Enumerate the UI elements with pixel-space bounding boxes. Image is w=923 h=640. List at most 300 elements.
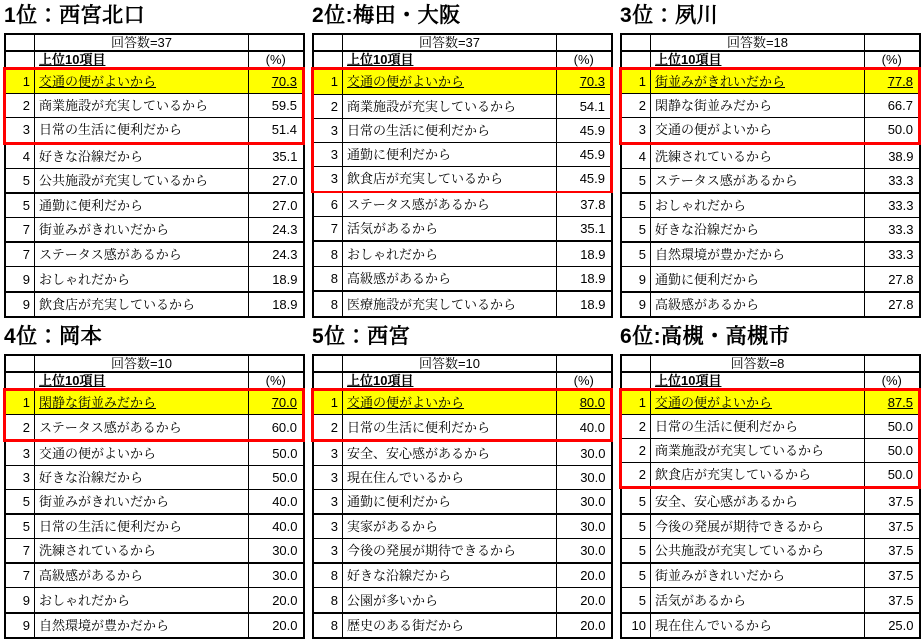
rank-cell-label: 9: [638, 296, 646, 312]
rank-cell: [5, 440, 35, 465]
header-row: [621, 372, 920, 390]
reason-cell-label: 通勤に便利だから: [655, 271, 760, 287]
reason-cell: [651, 292, 865, 317]
percentage-cell-label: 18.9: [272, 296, 298, 312]
reason-cell-label: 好きな沿線だから: [347, 568, 452, 584]
rank-cell-label: 2: [638, 98, 646, 114]
header-item-cell: [35, 372, 249, 390]
rank-cell: [5, 292, 35, 317]
ranking-row: [313, 94, 612, 118]
percentage-cell: [865, 613, 920, 638]
header-rank-cell: [313, 372, 343, 390]
rank-cell: [5, 193, 35, 218]
percentage-cell-label: 59.5: [271, 98, 297, 114]
ranking-row: [621, 143, 920, 168]
percentage-cell: [249, 489, 304, 514]
reason-cell-label: 安全、安心感があるから: [347, 445, 491, 461]
percentage-cell: [249, 218, 304, 243]
ranking-row: [313, 192, 612, 217]
reason-cell-label: ステータス感があるから: [655, 173, 798, 189]
rank-cell: [313, 291, 343, 317]
percentage-cell-label: 50.0: [887, 467, 913, 483]
rank-cell-label: 5: [638, 592, 646, 608]
reason-cell-label: 飲食店が充実しているから: [39, 296, 196, 312]
reason-cell: [651, 539, 865, 564]
ranking-row: [621, 242, 920, 267]
rank-cell: [5, 390, 35, 415]
respondents-pct-cell: [865, 355, 920, 372]
rank-cell: [313, 216, 343, 241]
percentage-cell: [557, 588, 612, 613]
percentage-cell: [865, 267, 920, 292]
reason-cell: [35, 390, 249, 415]
rank-cell-label: 5: [22, 198, 30, 214]
ranking-row: [621, 118, 920, 143]
ranking-row: [621, 488, 920, 514]
rank-cell-label: 5: [638, 543, 646, 559]
ranking-row: [621, 390, 920, 415]
rank-cell: [621, 69, 651, 94]
rank-cell-label: 8: [330, 271, 338, 287]
percentage-cell-label: 40.0: [272, 494, 298, 510]
respondents-row: [313, 355, 612, 372]
percentage-cell: [865, 168, 920, 193]
percentage-cell: [249, 390, 304, 415]
reason-cell: [651, 390, 865, 415]
rank-cell: [621, 415, 651, 439]
reason-cell: [651, 193, 865, 218]
rank-cell-label: 1: [638, 395, 646, 411]
panel-title: 6位:高槻・高槻市: [620, 325, 791, 348]
reason-cell: [35, 292, 249, 317]
ranking-row: [313, 390, 612, 415]
reason-cell: [35, 440, 249, 465]
rank-cell: [5, 588, 35, 613]
ranking-row: [313, 216, 612, 241]
percentage-cell-label: 27.0: [272, 173, 298, 189]
header-item-cell: [35, 51, 249, 69]
ranking-row: [5, 563, 304, 588]
rank-cell: [621, 488, 651, 514]
reason-cell-label: 高級感があるから: [655, 296, 760, 312]
ranking-row: [313, 613, 612, 638]
percentage-cell-label: 20.0: [580, 592, 606, 608]
header-row: [5, 372, 304, 390]
panel-title: 4位：岡本: [4, 325, 103, 348]
reason-cell: [651, 69, 865, 94]
reason-cell: [651, 415, 865, 439]
respondents-cell: [35, 355, 249, 372]
header-item-label: 上位10項目: [655, 373, 722, 388]
percentage-cell: [249, 466, 304, 490]
rank-cell-label: 2: [330, 419, 338, 435]
reason-cell-label: おしゃれだから: [655, 198, 747, 214]
rank-cell-label: 2: [638, 419, 646, 435]
rank-cell: [5, 267, 35, 292]
reason-cell: [35, 563, 249, 588]
header-rank-cell: [313, 51, 343, 69]
rank-cell: [5, 539, 35, 564]
ranking-row: [313, 241, 612, 266]
reason-cell-label: 商業施設が充実しているから: [39, 98, 209, 114]
header-pct-label: (%): [573, 52, 594, 67]
rank-cell-label: 1: [638, 74, 646, 90]
reason-cell: [35, 242, 249, 267]
rank-cell: [621, 292, 651, 317]
reason-cell: [343, 94, 557, 118]
percentage-cell: [865, 588, 920, 613]
reason-cell: [35, 613, 249, 638]
ranking-row: [313, 588, 612, 613]
rank-cell-label: 10: [631, 617, 646, 633]
header-pct-label: (%): [881, 373, 902, 388]
reason-cell: [35, 218, 249, 243]
rank-cell-label: 7: [22, 247, 30, 263]
ranking-table: [3, 33, 305, 318]
reason-cell: [343, 241, 557, 266]
rank-cell: [313, 489, 343, 514]
percentage-cell-label: 30.0: [580, 470, 606, 486]
reason-cell: [343, 192, 557, 217]
percentage-cell: [249, 267, 304, 292]
percentage-cell-label: 70.3: [579, 74, 605, 90]
percentage-cell-label: 50.0: [887, 443, 913, 459]
reason-cell-label: 日常の生活に便利だから: [39, 122, 183, 138]
reason-cell: [651, 463, 865, 488]
respondents-label: 回答数=10: [110, 356, 173, 371]
percentage-cell: [249, 613, 304, 638]
respondents-rank-cell: [5, 34, 35, 51]
reason-cell: [651, 563, 865, 588]
percentage-cell: [557, 192, 612, 217]
ranking-row: [621, 613, 920, 638]
percentage-cell-label: 54.1: [579, 98, 605, 114]
percentage-cell-label: 50.0: [887, 419, 913, 435]
rank-cell-label: 3: [22, 122, 30, 138]
reason-cell-label: 交通の便がよいから: [655, 395, 773, 411]
respondents-cell: [651, 34, 865, 51]
percentage-cell-label: 18.9: [272, 271, 298, 287]
respondents-cell: [343, 355, 557, 372]
percentage-cell: [249, 118, 304, 143]
rank-cell-label: 5: [638, 247, 646, 263]
reason-cell-label: ステータス感があるから: [39, 419, 182, 435]
reason-cell-label: 日常の生活に便利だから: [39, 519, 183, 535]
ranking-row: [621, 439, 920, 463]
respondents-pct-cell: [249, 34, 304, 51]
percentage-cell-label: 24.3: [272, 222, 298, 238]
respondents-cell: [343, 34, 557, 51]
respondents-pct-cell: [557, 355, 612, 372]
rank-cell: [5, 168, 35, 193]
ranking-row: [5, 193, 304, 218]
ranking-row: [621, 94, 920, 118]
rank-cell: [313, 539, 343, 564]
rank-cell: [5, 563, 35, 588]
reason-cell: [343, 167, 557, 192]
rank-cell: [313, 390, 343, 415]
header-item-cell: [651, 51, 865, 69]
rank-cell: [313, 167, 343, 192]
rank-cell-label: 3: [22, 445, 30, 461]
percentage-cell-label: 66.7: [887, 98, 913, 114]
percentage-cell: [249, 168, 304, 193]
rank-cell-label: 9: [22, 592, 30, 608]
reason-cell: [343, 514, 557, 539]
reason-cell-label: 活気があるから: [347, 221, 439, 237]
reason-cell-label: 街並みがきれいだから: [39, 494, 170, 510]
percentage-cell: [249, 440, 304, 465]
reason-cell-label: 日常の生活に便利だから: [347, 419, 491, 435]
ranking-row: [313, 415, 612, 440]
rank-cell: [621, 439, 651, 463]
percentage-cell: [865, 143, 920, 168]
reason-cell-label: 街並みがきれいだから: [39, 222, 170, 238]
rank-cell: [621, 242, 651, 267]
reason-cell-label: 交通の便がよいから: [347, 395, 465, 411]
rank-cell-label: 3: [330, 147, 338, 163]
rank-cell: [621, 193, 651, 218]
rank-cell-label: 5: [22, 494, 30, 510]
reason-cell-label: 医療施設が充実しているから: [347, 296, 517, 312]
percentage-cell-label: 30.0: [580, 445, 606, 461]
reason-cell: [651, 168, 865, 193]
ranking-row: [313, 514, 612, 539]
reason-cell: [343, 390, 557, 415]
reason-cell: [35, 489, 249, 514]
percentage-cell: [557, 167, 612, 192]
panel-title: 2位:梅田・大阪: [312, 4, 461, 27]
percentage-cell-label: 45.9: [579, 171, 605, 187]
ranking-table: [311, 33, 613, 318]
ranking-row: [5, 489, 304, 514]
ranking-row: [621, 588, 920, 613]
rank-cell: [313, 266, 343, 291]
percentage-cell-label: 20.0: [580, 568, 606, 584]
header-pct-cell: [865, 372, 920, 390]
rank-cell: [621, 463, 651, 488]
ranking-row: [621, 463, 920, 488]
percentage-cell-label: 25.0: [888, 617, 914, 633]
ranking-table: [619, 33, 921, 318]
header-pct-cell: [249, 372, 304, 390]
reason-cell-label: おしゃれだから: [347, 246, 439, 262]
respondents-row: [621, 34, 920, 51]
reason-cell-label: 通勤に便利だから: [39, 198, 144, 214]
reason-cell-label: 現在住んでいるから: [347, 470, 465, 486]
header-item-label: 上位10項目: [347, 52, 414, 67]
rank-cell: [313, 440, 343, 465]
percentage-cell: [865, 415, 920, 439]
reason-cell-label: 商業施設が充実しているから: [347, 98, 517, 114]
ranking-row: [313, 142, 612, 166]
header-rank-cell: [5, 372, 35, 390]
ranking-panel: [619, 2, 919, 320]
reason-cell-label: 閑静な街並みだから: [39, 395, 157, 411]
header-pct-label: (%): [265, 373, 286, 388]
reason-cell: [343, 489, 557, 514]
rank-cell-label: 4: [22, 148, 30, 164]
rank-cell: [313, 415, 343, 440]
header-pct-cell: [865, 51, 920, 69]
respondents-label: 回答数=18: [726, 35, 789, 50]
percentage-cell: [557, 266, 612, 291]
rank-cell-label: 3: [330, 470, 338, 486]
rank-cell: [313, 118, 343, 142]
percentage-cell: [865, 563, 920, 588]
percentage-cell-label: 30.0: [580, 543, 606, 559]
respondents-rank-cell: [621, 355, 651, 372]
reason-cell: [35, 539, 249, 564]
respondents-rank-cell: [621, 34, 651, 51]
percentage-cell-label: 50.0: [272, 470, 298, 486]
reason-cell-label: 活気があるから: [655, 592, 747, 608]
percentage-cell-label: 30.0: [580, 519, 606, 535]
reason-cell-label: 好きな沿線だから: [655, 222, 760, 238]
percentage-cell: [865, 193, 920, 218]
rank-cell: [5, 514, 35, 539]
reason-cell-label: 交通の便がよいから: [347, 74, 465, 90]
reason-cell: [35, 69, 249, 94]
percentage-cell-label: 37.5: [888, 592, 914, 608]
percentage-cell: [249, 143, 304, 168]
reason-cell-label: 好きな沿線だから: [39, 148, 144, 164]
rank-cell-label: 7: [22, 222, 30, 238]
ranking-row: [5, 292, 304, 317]
percentage-cell: [249, 563, 304, 588]
rank-cell-label: 7: [22, 543, 30, 559]
percentage-cell-label: 60.0: [271, 419, 297, 435]
ranking-row: [5, 94, 304, 118]
percentage-cell-label: 18.9: [580, 271, 606, 287]
respondents-label: 回答数=37: [110, 35, 173, 50]
header-rank-cell: [621, 372, 651, 390]
ranking-row: [621, 563, 920, 588]
percentage-cell-label: 40.0: [272, 519, 298, 535]
rank-cell-label: 9: [22, 271, 30, 287]
ranking-row: [5, 267, 304, 292]
rank-cell-label: 5: [638, 568, 646, 584]
respondents-row: [5, 34, 304, 51]
ranking-panel: [311, 2, 611, 320]
ranking-row: [5, 118, 304, 143]
percentage-cell: [557, 118, 612, 142]
rows-body: [5, 69, 304, 318]
percentage-cell-label: 50.0: [887, 122, 913, 138]
header-item-label: 上位10項目: [39, 52, 106, 67]
reason-cell-label: 現在住んでいるから: [655, 617, 773, 633]
ranking-row: [5, 218, 304, 243]
percentage-cell: [557, 241, 612, 266]
panel-title: 3位：夙川: [620, 4, 719, 27]
reason-cell: [343, 539, 557, 564]
reason-cell-label: 好きな沿線だから: [39, 470, 144, 486]
reason-cell: [343, 142, 557, 166]
reason-cell-label: 飲食店が充実しているから: [347, 171, 504, 187]
rank-cell-label: 1: [22, 74, 30, 90]
percentage-cell: [865, 242, 920, 267]
rank-cell: [5, 489, 35, 514]
rank-cell: [621, 118, 651, 143]
ranking-row: [621, 193, 920, 218]
rank-cell: [621, 168, 651, 193]
reason-cell: [35, 588, 249, 613]
ranking-row: [621, 69, 920, 94]
rank-cell-label: 3: [330, 494, 338, 510]
reason-cell-label: ステータス感があるから: [347, 196, 490, 212]
respondents-rank-cell: [5, 355, 35, 372]
header-item-label: 上位10項目: [347, 373, 414, 388]
reason-cell-label: 商業施設が充実しているから: [655, 443, 825, 459]
ranking-row: [313, 466, 612, 490]
header-item-cell: [651, 372, 865, 390]
rank-cell-label: 9: [22, 617, 30, 633]
percentage-cell: [557, 489, 612, 514]
percentage-cell: [557, 291, 612, 317]
rank-cell: [621, 218, 651, 243]
reason-cell-label: 洗練されているから: [655, 148, 773, 164]
rank-cell: [5, 613, 35, 638]
reason-cell: [35, 168, 249, 193]
header-item-cell: [343, 51, 557, 69]
percentage-cell: [249, 539, 304, 564]
reason-cell: [343, 466, 557, 490]
rank-cell-label: 8: [330, 246, 338, 262]
rank-cell-label: 2: [330, 98, 338, 114]
percentage-cell: [865, 539, 920, 564]
rank-cell: [313, 514, 343, 539]
percentage-cell-label: 37.5: [888, 519, 914, 535]
ranking-row: [5, 514, 304, 539]
percentage-cell: [865, 488, 920, 514]
percentage-cell-label: 45.9: [579, 122, 605, 138]
percentage-cell: [557, 539, 612, 564]
percentage-cell-label: 33.3: [888, 247, 914, 263]
rank-cell-label: 1: [330, 74, 338, 90]
header-row: [5, 51, 304, 69]
reason-cell-label: 街並みがきれいだから: [655, 568, 786, 584]
ranking-row: [5, 613, 304, 638]
reason-cell-label: 日常の生活に便利だから: [655, 419, 799, 435]
rank-cell: [313, 241, 343, 266]
reason-cell: [651, 488, 865, 514]
reason-cell: [651, 439, 865, 463]
rank-cell-label: 9: [22, 296, 30, 312]
reason-cell: [343, 563, 557, 588]
reason-cell: [343, 291, 557, 317]
respondents-label: 回答数=10: [418, 356, 481, 371]
percentage-cell-label: 70.0: [271, 395, 297, 411]
reason-cell-label: 交通の便がよいから: [39, 74, 157, 90]
rank-cell: [5, 415, 35, 440]
reason-cell-label: 飲食店が充実しているから: [655, 467, 812, 483]
reason-cell: [651, 118, 865, 143]
rows-body: [621, 390, 920, 639]
reason-cell-label: 交通の便がよいから: [39, 445, 157, 461]
ranking-row: [621, 168, 920, 193]
rank-cell-label: 2: [638, 443, 646, 459]
rank-cell: [621, 588, 651, 613]
percentage-cell: [557, 563, 612, 588]
percentage-cell: [249, 69, 304, 94]
ranking-row: [313, 539, 612, 564]
rank-cell-label: 7: [22, 568, 30, 584]
rank-cell-label: 2: [22, 98, 30, 114]
rank-cell: [5, 94, 35, 118]
percentage-cell-label: 27.8: [888, 296, 914, 312]
header-item-cell: [343, 372, 557, 390]
reason-cell-label: 通勤に便利だから: [347, 494, 452, 510]
